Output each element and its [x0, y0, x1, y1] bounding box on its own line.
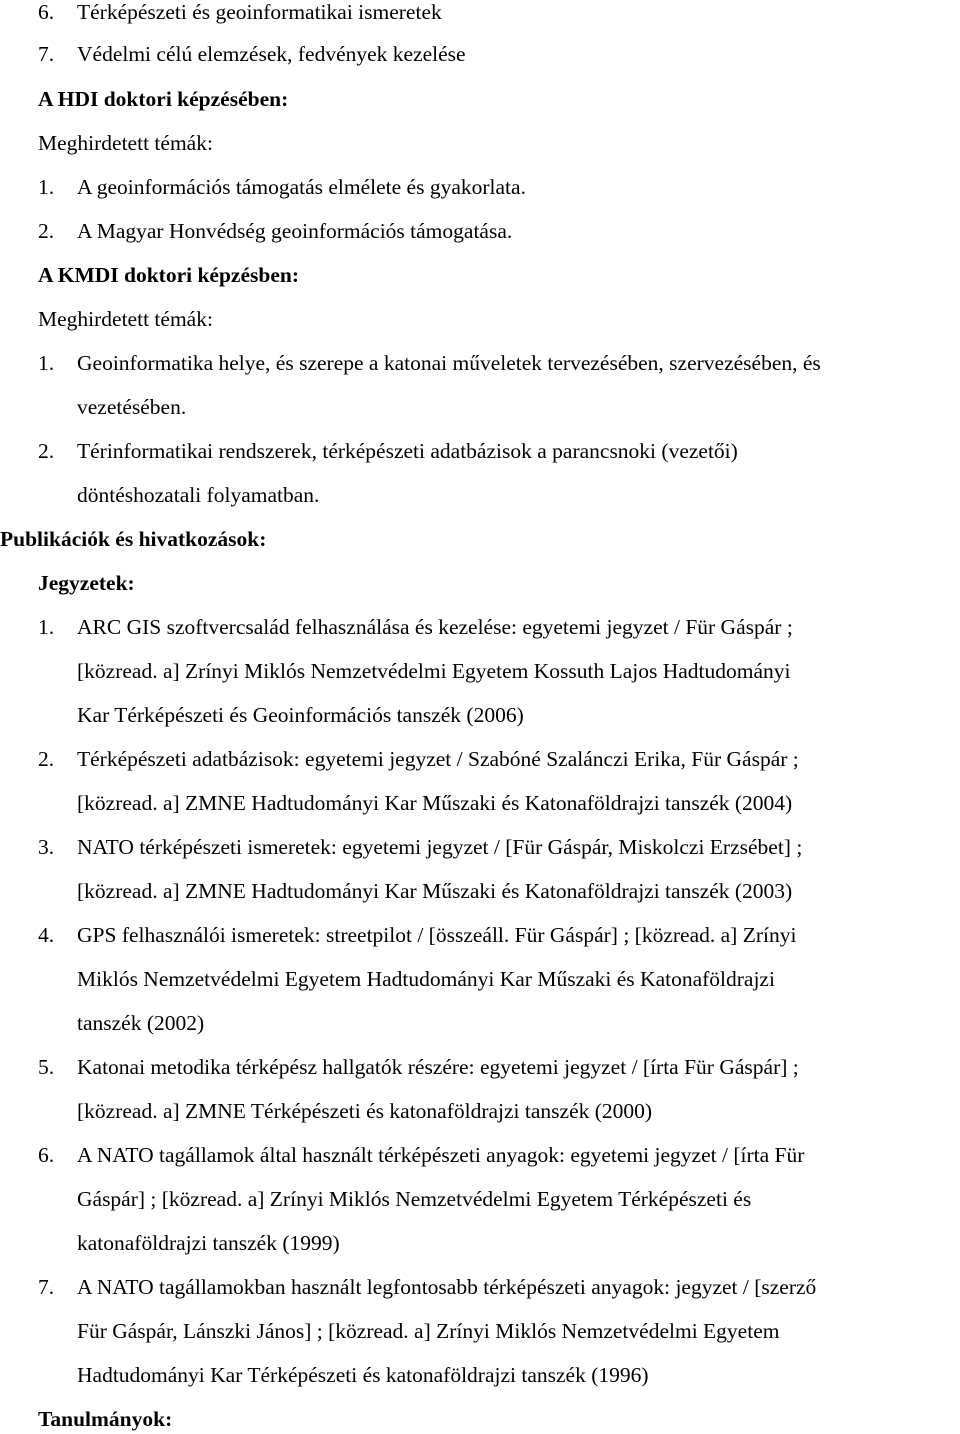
- list-item-number: 7.: [38, 42, 55, 66]
- note-number: 7.: [38, 1275, 55, 1299]
- note-line: Miklós Nemzetvédelmi Egyetem Hadtudományi Kar Műszaki és Katonaföldrajzi: [77, 967, 775, 991]
- studies-heading: Tanulmányok:: [38, 1407, 173, 1431]
- note-line: NATO térképészeti ismeretek: egyetemi jegyzet / [Für Gáspár, Miskolczi Erzsébet] ;: [77, 835, 803, 859]
- kmdi-item-number: 1.: [38, 351, 55, 375]
- note-number: 3.: [38, 835, 55, 859]
- note-line: Für Gáspár, Lánszki János] ; [közread. a] Zrínyi Miklós Nemzetvédelmi Egyetem: [77, 1319, 780, 1343]
- note-line: ARC GIS szoftvercsalád felhasználása és kezelése: egyetemi jegyzet / Für Gáspár ;: [77, 615, 793, 639]
- note-line: [közread. a] ZMNE Hadtudományi Kar Műszaki és Katonaföldrajzi tanszék (2003): [77, 879, 793, 903]
- hdi-item-text: A Magyar Honvédség geoinformációs támogatása.: [77, 219, 513, 243]
- kmdi-item-line: Geoinformatika helye, és szerepe a katonai műveletek tervezésében, szervezésében, és: [77, 351, 821, 375]
- note-line: [közread. a] ZMNE Hadtudományi Kar Műszaki és Katonaföldrajzi tanszék (2004): [77, 791, 793, 815]
- list-item-text: Védelmi célú elemzések, fedvények kezelése: [77, 42, 466, 66]
- kmdi-heading: A KMDI doktori képzésben:: [38, 263, 299, 287]
- publications-heading: Publikációk és hivatkozások:: [0, 527, 267, 551]
- hdi-item-number: 1.: [38, 175, 55, 199]
- kmdi-item-line: Térinformatikai rendszerek, térképészeti adatbázisok a parancsnoki (vezetői): [77, 439, 738, 463]
- note-line: Gáspár] ; [közread. a] Zrínyi Miklós Nemzetvédelmi Egyetem Térképészeti és: [77, 1187, 752, 1211]
- notes-heading: Jegyzetek:: [38, 571, 135, 595]
- kmdi-item-line: vezetésében.: [77, 395, 187, 419]
- hdi-item-number: 2.: [38, 219, 55, 243]
- note-line: tanszék (2002): [77, 1011, 205, 1035]
- note-line: Katonai metodika térképész hallgatók részére: egyetemi jegyzet / [írta Für Gáspár] ;: [77, 1055, 799, 1079]
- note-line: A NATO tagállamok által használt térképészeti anyagok: egyetemi jegyzet / [írta Für: [77, 1143, 805, 1167]
- kmdi-item-line: döntéshozatali folyamatban.: [77, 483, 320, 507]
- note-line: Térképészeti adatbázisok: egyetemi jegyzet / Szabóné Szalánczi Erika, Für Gáspár ;: [77, 747, 799, 771]
- hdi-heading: A HDI doktori képzésében:: [38, 87, 289, 111]
- note-number: 5.: [38, 1055, 55, 1079]
- note-line: [közread. a] Zrínyi Miklós Nemzetvédelmi Egyetem Kossuth Lajos Hadtudományi: [77, 659, 791, 683]
- note-number: 2.: [38, 747, 55, 771]
- note-number: 4.: [38, 923, 55, 947]
- note-line: Hadtudományi Kar Térképészeti és katonaföldrajzi tanszék (1996): [77, 1363, 649, 1387]
- note-number: 1.: [38, 615, 55, 639]
- list-item-text: Térképészeti és geoinformatikai ismeretek: [77, 0, 442, 24]
- hdi-item-text: A geoinformációs támogatás elmélete és gyakorlata.: [77, 175, 526, 199]
- note-line: [közread. a] ZMNE Térképészeti és katonaföldrajzi tanszék (2000): [77, 1099, 653, 1123]
- kmdi-item-number: 2.: [38, 439, 55, 463]
- note-number: 6.: [38, 1143, 55, 1167]
- list-item-number: 6.: [38, 0, 55, 24]
- note-line: Kar Térképészeti és Geoinformációs tanszék (2006): [77, 703, 524, 727]
- note-line: A NATO tagállamokban használt legfontosabb térképészeti anyagok: jegyzet / [szerző: [77, 1275, 817, 1299]
- note-line: GPS felhasználói ismeretek: streetpilot / [összeáll. Für Gáspár] ; [közread. a] Zrínyi: [77, 923, 797, 947]
- note-line: katonaföldrajzi tanszék (1999): [77, 1231, 340, 1255]
- hdi-subheading: Meghirdetett témák:: [38, 131, 213, 155]
- kmdi-subheading: Meghirdetett témák:: [38, 307, 213, 331]
